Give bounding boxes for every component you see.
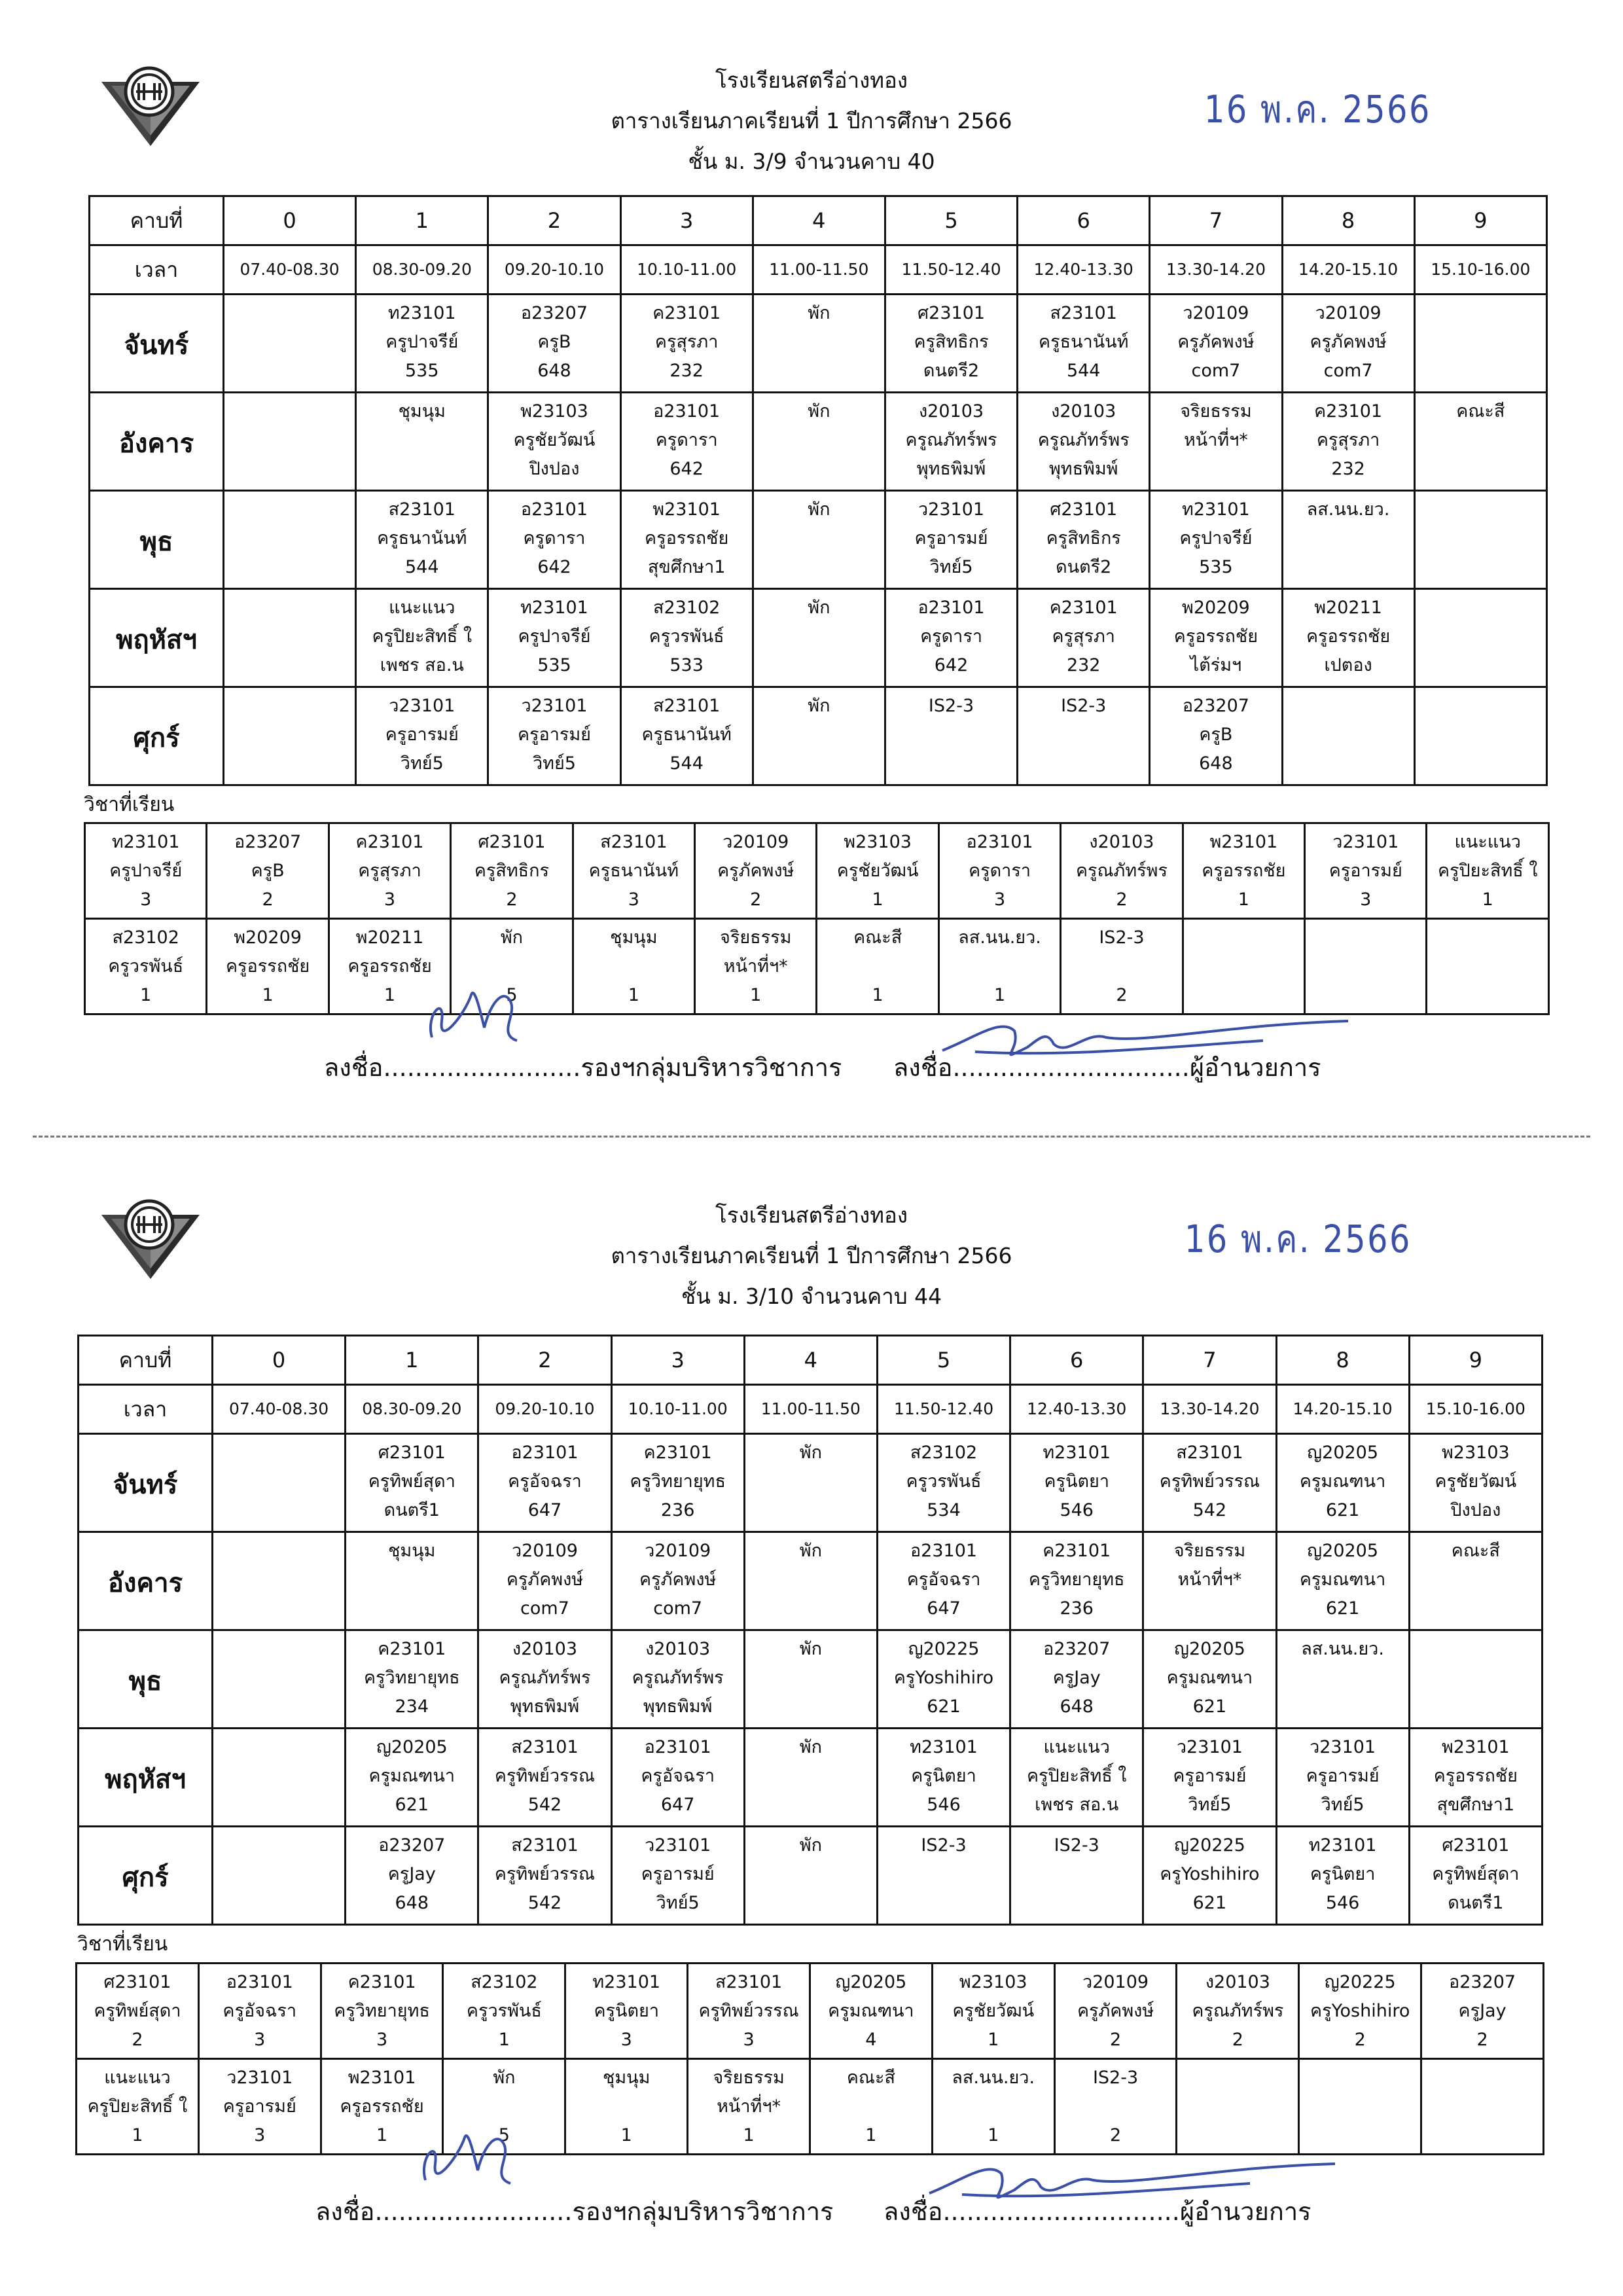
class-cell: ว20109 ครูภัคพงษ์ com7 [1150,295,1282,393]
class-cell: พัก [753,589,885,687]
time-slot: 08.30-09.20 [356,245,488,295]
day-row [90,295,1547,393]
class-cell: ค23101 ครูวิทยายุทธ 236 [611,1434,744,1532]
day-row [79,1827,1543,1925]
class-cell: พัก [744,1532,877,1630]
subject-summary-cell [1299,2059,1421,2155]
subject-summary-cell: ส23101 ครูธนานันท์ 3 [573,823,694,919]
class-cell: ท23101 ครูปาจรีย์ 535 [1150,491,1282,589]
class-cell [1414,295,1546,393]
day-row [90,393,1547,491]
class-cell [213,1532,346,1630]
subject-summary-cell: ส23102 ครูวรพันธ์ 1 [85,919,207,1014]
subject-summary-cell: อ23101 ครูอัจฉรา 3 [198,1964,321,2059]
subject-summary-cell: อ23101 ครูดารา 3 [938,823,1060,919]
class-cell: ญ20205 ครูมณฑนา 621 [1143,1630,1276,1729]
signature-deputy: ลงชื่อ.........................รองฯกลุ่มบริหารวิชาการ [324,1053,842,1082]
day-row [79,1434,1543,1532]
time-label: เวลา [90,245,224,295]
class-cell: ศ23101 ครูทิพย์สุดา ดนตรี1 [346,1434,478,1532]
day-row [79,1532,1543,1630]
time-slot: 13.30-14.20 [1143,1385,1276,1434]
class-cell: ลส.นน.ยว. [1282,491,1414,589]
class-cell: ญ20205 ครูมณฑนา 621 [1276,1434,1409,1532]
timetable [88,195,1548,786]
subject-summary-cell: ว23101 ครูอารมย์ 3 [1305,823,1427,919]
day-name: พฤหัสฯ [90,589,224,687]
class-cell [213,1827,346,1925]
class-cell: ส23101 ครูทิพย์วรรณ 542 [478,1827,611,1925]
period-number: 9 [1414,196,1546,245]
time-slot: 07.40-08.30 [213,1385,346,1434]
section-divider [33,1136,1590,1138]
class-cell: ง20103 ครูณภัทร์พร พุทธพิมพ์ [885,393,1017,491]
subject-summary-cell: ท23101 ครูปาจรีย์ 3 [85,823,207,919]
period-label: คาบที่ [79,1336,213,1385]
summary-row [85,823,1549,919]
day-row [90,687,1547,785]
time-slot: 14.20-15.10 [1276,1385,1409,1434]
class-cell: ญ20205 ครูมณฑนา 621 [346,1729,478,1827]
class-cell: ว23101 ครูอารมย์ วิทย์5 [1143,1729,1276,1827]
time-slot: 10.10-11.00 [611,1385,744,1434]
class-cell: ค23101 ครูสุรภา 232 [1282,393,1414,491]
subject-summary-cell: พ23103 ครูชัยวัฒน์ 1 [932,1964,1054,2059]
period-number: 1 [346,1336,478,1385]
school-name: โรงเรียนสตรีอ่างทอง [715,67,908,93]
class-cell: IS2-3 [885,687,1017,785]
class-cell: ว20109 ครูภัคพงษ์ com7 [611,1532,744,1630]
time-slot: 13.30-14.20 [1150,245,1282,295]
class-cell: ศ23101 ครูทิพย์สุดา ดนตรี1 [1409,1827,1542,1925]
class-cell: ส23101 ครูทิพย์วรรณ 542 [478,1729,611,1827]
period-number: 4 [744,1336,877,1385]
term-title: ตารางเรียนภาคเรียนที่ 1 ปีการศึกษา 2566 [611,1243,1012,1268]
subject-summary-cell: ญ20225 ครูYoshihiro 2 [1299,1964,1421,2059]
subject-summary-cell: IS2-3 2 [1054,2059,1177,2155]
time-slot: 12.40-13.30 [1018,245,1150,295]
class-cell: ว20109 ครูภัคพงษ์ com7 [1282,295,1414,393]
handwritten-signature-deputy [412,2118,524,2203]
class-cell: ท23101 ครูนิตยา 546 [1010,1434,1143,1532]
class-cell: ส23101 ครูธนานันท์ 544 [620,687,753,785]
day-name: พฤหัสฯ [79,1729,213,1827]
day-row [90,589,1547,687]
subject-summary-cell: ว20109 ครูภัคพงษ์ 2 [695,823,817,919]
class-cell: ส23102 ครูวรพันธ์ 533 [620,589,753,687]
class-cell: พ23101 ครูอรรถชัย สุขศึกษา1 [620,491,753,589]
subject-summary-cell: ชุมนุม 1 [565,2059,688,2155]
class-cell: อ23101 ครูอัจฉรา 647 [611,1729,744,1827]
period-number: 6 [1018,196,1150,245]
class-cell: ค23101 ครูสุรภา 232 [1018,589,1150,687]
school-name: โรงเรียนสตรีอ่างทอง [715,1202,908,1228]
class-cell: พัก [753,295,885,393]
class-cell: พ23103 ครูชัยวัฒน์ ปิงปอง [488,393,620,491]
period-number: 1 [356,196,488,245]
subject-summary-cell: พ20209 ครูอรรถชัย 1 [207,919,329,1014]
class-cell: จริยธรรม หน้าที่ฯ* [1143,1532,1276,1630]
period-number: 3 [620,196,753,245]
subject-summary-cell: ค23101 ครูวิทยายุทธ 3 [321,1964,443,2059]
time-slot: 10.10-11.00 [620,245,753,295]
class-cell: พ20209 ครูอรรถชัย ไต้ร่มฯ [1150,589,1282,687]
class-cell [224,687,356,785]
subject-summary-cell: ศ23101 ครูสิทธิกร 2 [451,823,573,919]
class-cell [213,1630,346,1729]
class-cell [1414,687,1546,785]
summary-row [85,919,1549,1014]
time-label: เวลา [79,1385,213,1434]
period-number: 3 [611,1336,744,1385]
subject-summary-cell [1177,2059,1299,2155]
class-cell [224,393,356,491]
day-row [79,1630,1543,1729]
subject-summary-cell: แนะแนว ครูปิยะสิทธิ์ ใ 1 [1427,823,1549,919]
subject-summary-cell: พ23103 ครูชัยวัฒน์ 1 [817,823,938,919]
class-cell: พัก [744,1434,877,1532]
day-name: จันทร์ [79,1434,213,1532]
class-cell: ง20103 ครูณภัทร์พร พุทธพิมพ์ [611,1630,744,1729]
day-name: จันทร์ [90,295,224,393]
handwritten-signature-deputy [419,975,530,1060]
period-number: 8 [1276,1336,1409,1385]
class-cell: ส23101 ครูธนานันท์ 544 [1018,295,1150,393]
timetable [77,1335,1543,1926]
subject-summary-cell: คณะสี 1 [817,919,938,1014]
subject-summary-cell: ว20109 ครูภัคพงษ์ 2 [1054,1964,1177,2059]
class-cell [1414,589,1546,687]
subject-summary-cell: ค23101 ครูสุรภา 3 [329,823,450,919]
class-cell: พัก [744,1827,877,1925]
subject-summary-cell: พัก 5 [451,919,573,1014]
class-cell: ท23101 ครูปาจรีย์ 535 [488,589,620,687]
class-line: ชั้น ม. 3/10 จำนวนคาบ 44 [681,1283,942,1309]
signature-director: ลงชื่อ..............................ผู้อำนวยการ [883,2197,1311,2226]
class-cell: พัก [744,1729,877,1827]
period-number: 5 [885,196,1017,245]
subject-summary-cell: IS2-3 2 [1061,919,1183,1014]
period-number: 8 [1282,196,1414,245]
class-cell: IS2-3 [877,1827,1010,1925]
time-slot: 11.00-11.50 [744,1385,877,1434]
class-cell: ท23101 ครูปาจรีย์ 535 [356,295,488,393]
class-cell: อ23101 ครูดารา 642 [885,589,1017,687]
class-cell: ศ23101 ครูสิทธิกร ดนตรี2 [885,295,1017,393]
class-cell: ง20103 ครูณภัทร์พร พุทธพิมพ์ [1018,393,1150,491]
period-number: 6 [1010,1336,1143,1385]
subject-summary-cell: จริยธรรม หน้าที่ฯ* 1 [695,919,817,1014]
subject-summary-cell: พ20211 ครูอรรถชัย 1 [329,919,450,1014]
period-number: 2 [478,1336,611,1385]
class-cell: อ23207 ครูB 648 [488,295,620,393]
subject-summary-cell: พ23101 ครูอรรถชัย 1 [321,2059,443,2155]
subject-summary-cell: ลส.นน.ยว. 1 [938,919,1060,1014]
handwritten-signature-director [936,1011,1355,1070]
time-slot: 07.40-08.30 [224,245,356,295]
subjects-label: วิชาที่เรียน [77,1933,168,1956]
date-stamp: 16 พ.ค. 2566 [1185,1217,1412,1261]
time-slot: 09.20-10.10 [478,1385,611,1434]
period-number: 0 [224,196,356,245]
class-cell: ส23101 ครูทิพย์วรรณ 542 [1143,1434,1276,1532]
class-line: ชั้น ม. 3/9 จำนวนคาบ 40 [688,149,935,174]
day-name: พุธ [79,1630,213,1729]
class-cell: อ23207 ครูJay 648 [346,1827,478,1925]
summary-row [77,2059,1544,2155]
class-cell: ญ20205 ครูมณฑนา 621 [1276,1532,1409,1630]
day-name: อังคาร [79,1532,213,1630]
signature-deputy: ลงชื่อ.........................รองฯกลุ่มบริหารวิชาการ [315,2197,834,2226]
class-cell: ว23101 ครูอารมย์ วิทย์5 [488,687,620,785]
day-name: ศุกร์ [79,1827,213,1925]
period-number: 0 [213,1336,346,1385]
subject-summary-cell: คณะสี 1 [810,2059,932,2155]
class-cell [224,491,356,589]
class-cell: ว23101 ครูอารมย์ วิทย์5 [356,687,488,785]
subject-summary-cell: อ23207 ครูB 2 [207,823,329,919]
period-number: 2 [488,196,620,245]
subject-summary-cell: ท23101 ครูนิตยา 3 [565,1964,688,2059]
class-cell: ส23101 ครูธนานันท์ 544 [356,491,488,589]
time-slot: 08.30-09.20 [346,1385,478,1434]
class-cell [213,1434,346,1532]
class-cell: พัก [744,1630,877,1729]
subject-summary-cell: ง20103 ครูณภัทร์พร 2 [1177,1964,1299,2059]
class-cell: พัก [753,491,885,589]
class-cell: ชุมนุม [346,1532,478,1630]
class-cell: พัก [753,393,885,491]
subject-summary-cell: พ23101 ครูอรรถชัย 1 [1183,823,1304,919]
time-slot: 15.10-16.00 [1409,1385,1542,1434]
time-slot: 11.50-12.40 [885,245,1017,295]
time-slot: 14.20-15.10 [1282,245,1414,295]
subject-summary-cell: ว23101 ครูอารมย์ 3 [198,2059,321,2155]
period-number: 9 [1409,1336,1542,1385]
day-name: ศุกร์ [90,687,224,785]
class-cell: พ20211 ครูอรรถชัย เปตอง [1282,589,1414,687]
class-cell: แนะแนว ครูปิยะสิทธิ์ ใ เพชร สอ.น [356,589,488,687]
class-cell [213,1729,346,1827]
class-cell: ท23101 ครูนิตยา 546 [877,1729,1010,1827]
class-cell: คณะสี [1409,1532,1542,1630]
class-cell: ญ20225 ครูYoshihiro 621 [877,1630,1010,1729]
time-slot: 11.50-12.40 [877,1385,1010,1434]
class-cell: IS2-3 [1010,1827,1143,1925]
subject-summary-cell: ญ20205 ครูมณฑนา 4 [810,1964,932,2059]
subject-summary-cell [1305,919,1427,1014]
time-slot: 12.40-13.30 [1010,1385,1143,1434]
class-cell: คณะสี [1414,393,1546,491]
time-slot: 11.00-11.50 [753,245,885,295]
subjects-label: วิชาที่เรียน [84,793,175,816]
class-cell: อ23101 ครูดารา 642 [488,491,620,589]
class-cell: IS2-3 [1018,687,1150,785]
class-cell: จริยธรรม หน้าที่ฯ* [1150,393,1282,491]
class-cell: อ23101 ครูอัจฉรา 647 [478,1434,611,1532]
class-cell: ศ23101 ครูสิทธิกร ดนตรี2 [1018,491,1150,589]
subject-summary-cell: จริยธรรม หน้าที่ฯ* 1 [688,2059,810,2155]
subject-summary [84,822,1550,1015]
day-row [79,1729,1543,1827]
class-cell: ลส.นน.ยว. [1276,1630,1409,1729]
period-number: 7 [1143,1336,1276,1385]
date-stamp: 16 พ.ค. 2566 [1204,87,1431,132]
class-cell: ค23101 ครูสุรภา 232 [620,295,753,393]
subject-summary-cell: อ23207 ครูJay 2 [1421,1964,1544,2059]
subject-summary-cell: ส23101 ครูทิพย์วรรณ 3 [688,1964,810,2059]
class-cell: ค23101 ครูวิทยายุทธ 236 [1010,1532,1143,1630]
class-cell: พัก [753,687,885,785]
class-cell: ญ20225 ครูYoshihiro 621 [1143,1827,1276,1925]
class-cell: ว23101 ครูอารมย์ วิทย์5 [885,491,1017,589]
class-cell: อ23207 ครูJay 648 [1010,1630,1143,1729]
subject-summary [75,1962,1544,2155]
class-cell: ง20103 ครูณภัทร์พร พุทธพิมพ์ [478,1630,611,1729]
class-cell: อ23207 ครูB 648 [1150,687,1282,785]
day-name: อังคาร [90,393,224,491]
class-cell: อ23101 ครูอัจฉรา 647 [877,1532,1010,1630]
subject-summary-cell [1421,2059,1544,2155]
summary-row [77,1964,1544,2059]
time-slot: 09.20-10.10 [488,245,620,295]
class-cell: ค23101 ครูวิทยายุทธ 234 [346,1630,478,1729]
class-cell [224,589,356,687]
day-row [90,491,1547,589]
period-number: 5 [877,1336,1010,1385]
time-slot: 15.10-16.00 [1414,245,1546,295]
subject-summary-cell: แนะแนว ครูปิยะสิทธิ์ ใ 1 [77,2059,199,2155]
class-cell [1414,491,1546,589]
period-number: 4 [753,196,885,245]
handwritten-signature-director [923,2154,1342,2213]
class-cell: แนะแนว ครูปิยะสิทธิ์ ใ เพชร สอ.น [1010,1729,1143,1827]
class-cell [1409,1630,1542,1729]
class-cell: ว23101 ครูอารมย์ วิทย์5 [611,1827,744,1925]
subject-summary-cell: ส23102 ครูวรพันธ์ 1 [443,1964,565,2059]
day-name: พุธ [90,491,224,589]
subject-summary-cell: ง20103 ครูณภัทร์พร 2 [1061,823,1183,919]
term-title: ตารางเรียนภาคเรียนที่ 1 ปีการศึกษา 2566 [611,108,1012,134]
class-cell: ว23101 ครูอารมย์ วิทย์5 [1276,1729,1409,1827]
subject-summary-cell: ศ23101 ครูทิพย์สุดา 2 [77,1964,199,2059]
class-cell: พ23101 ครูอรรถชัย สุขศึกษา1 [1409,1729,1542,1827]
class-cell: ส23102 ครูวรพันธ์ 534 [877,1434,1010,1532]
class-cell: ท23101 ครูนิตยา 546 [1276,1827,1409,1925]
subject-summary-cell [1183,919,1304,1014]
class-cell: พ23103 ครูชัยวัฒน์ ปิงปอง [1409,1434,1542,1532]
subject-summary-cell: พัก 5 [443,2059,565,2155]
period-number: 7 [1150,196,1282,245]
signature-director: ลงชื่อ..............................ผู้อำนวยการ [893,1053,1321,1082]
class-cell [224,295,356,393]
class-cell: อ23101 ครูดารา 642 [620,393,753,491]
subject-summary-cell [1427,919,1549,1014]
subject-summary-cell: ชุมนุม 1 [573,919,694,1014]
subject-summary-cell: ลส.นน.ยว. 1 [932,2059,1054,2155]
class-cell: ชุมนุม [356,393,488,491]
class-cell: ว20109 ครูภัคพงษ์ com7 [478,1532,611,1630]
period-label: คาบที่ [90,196,224,245]
class-cell [1282,687,1414,785]
